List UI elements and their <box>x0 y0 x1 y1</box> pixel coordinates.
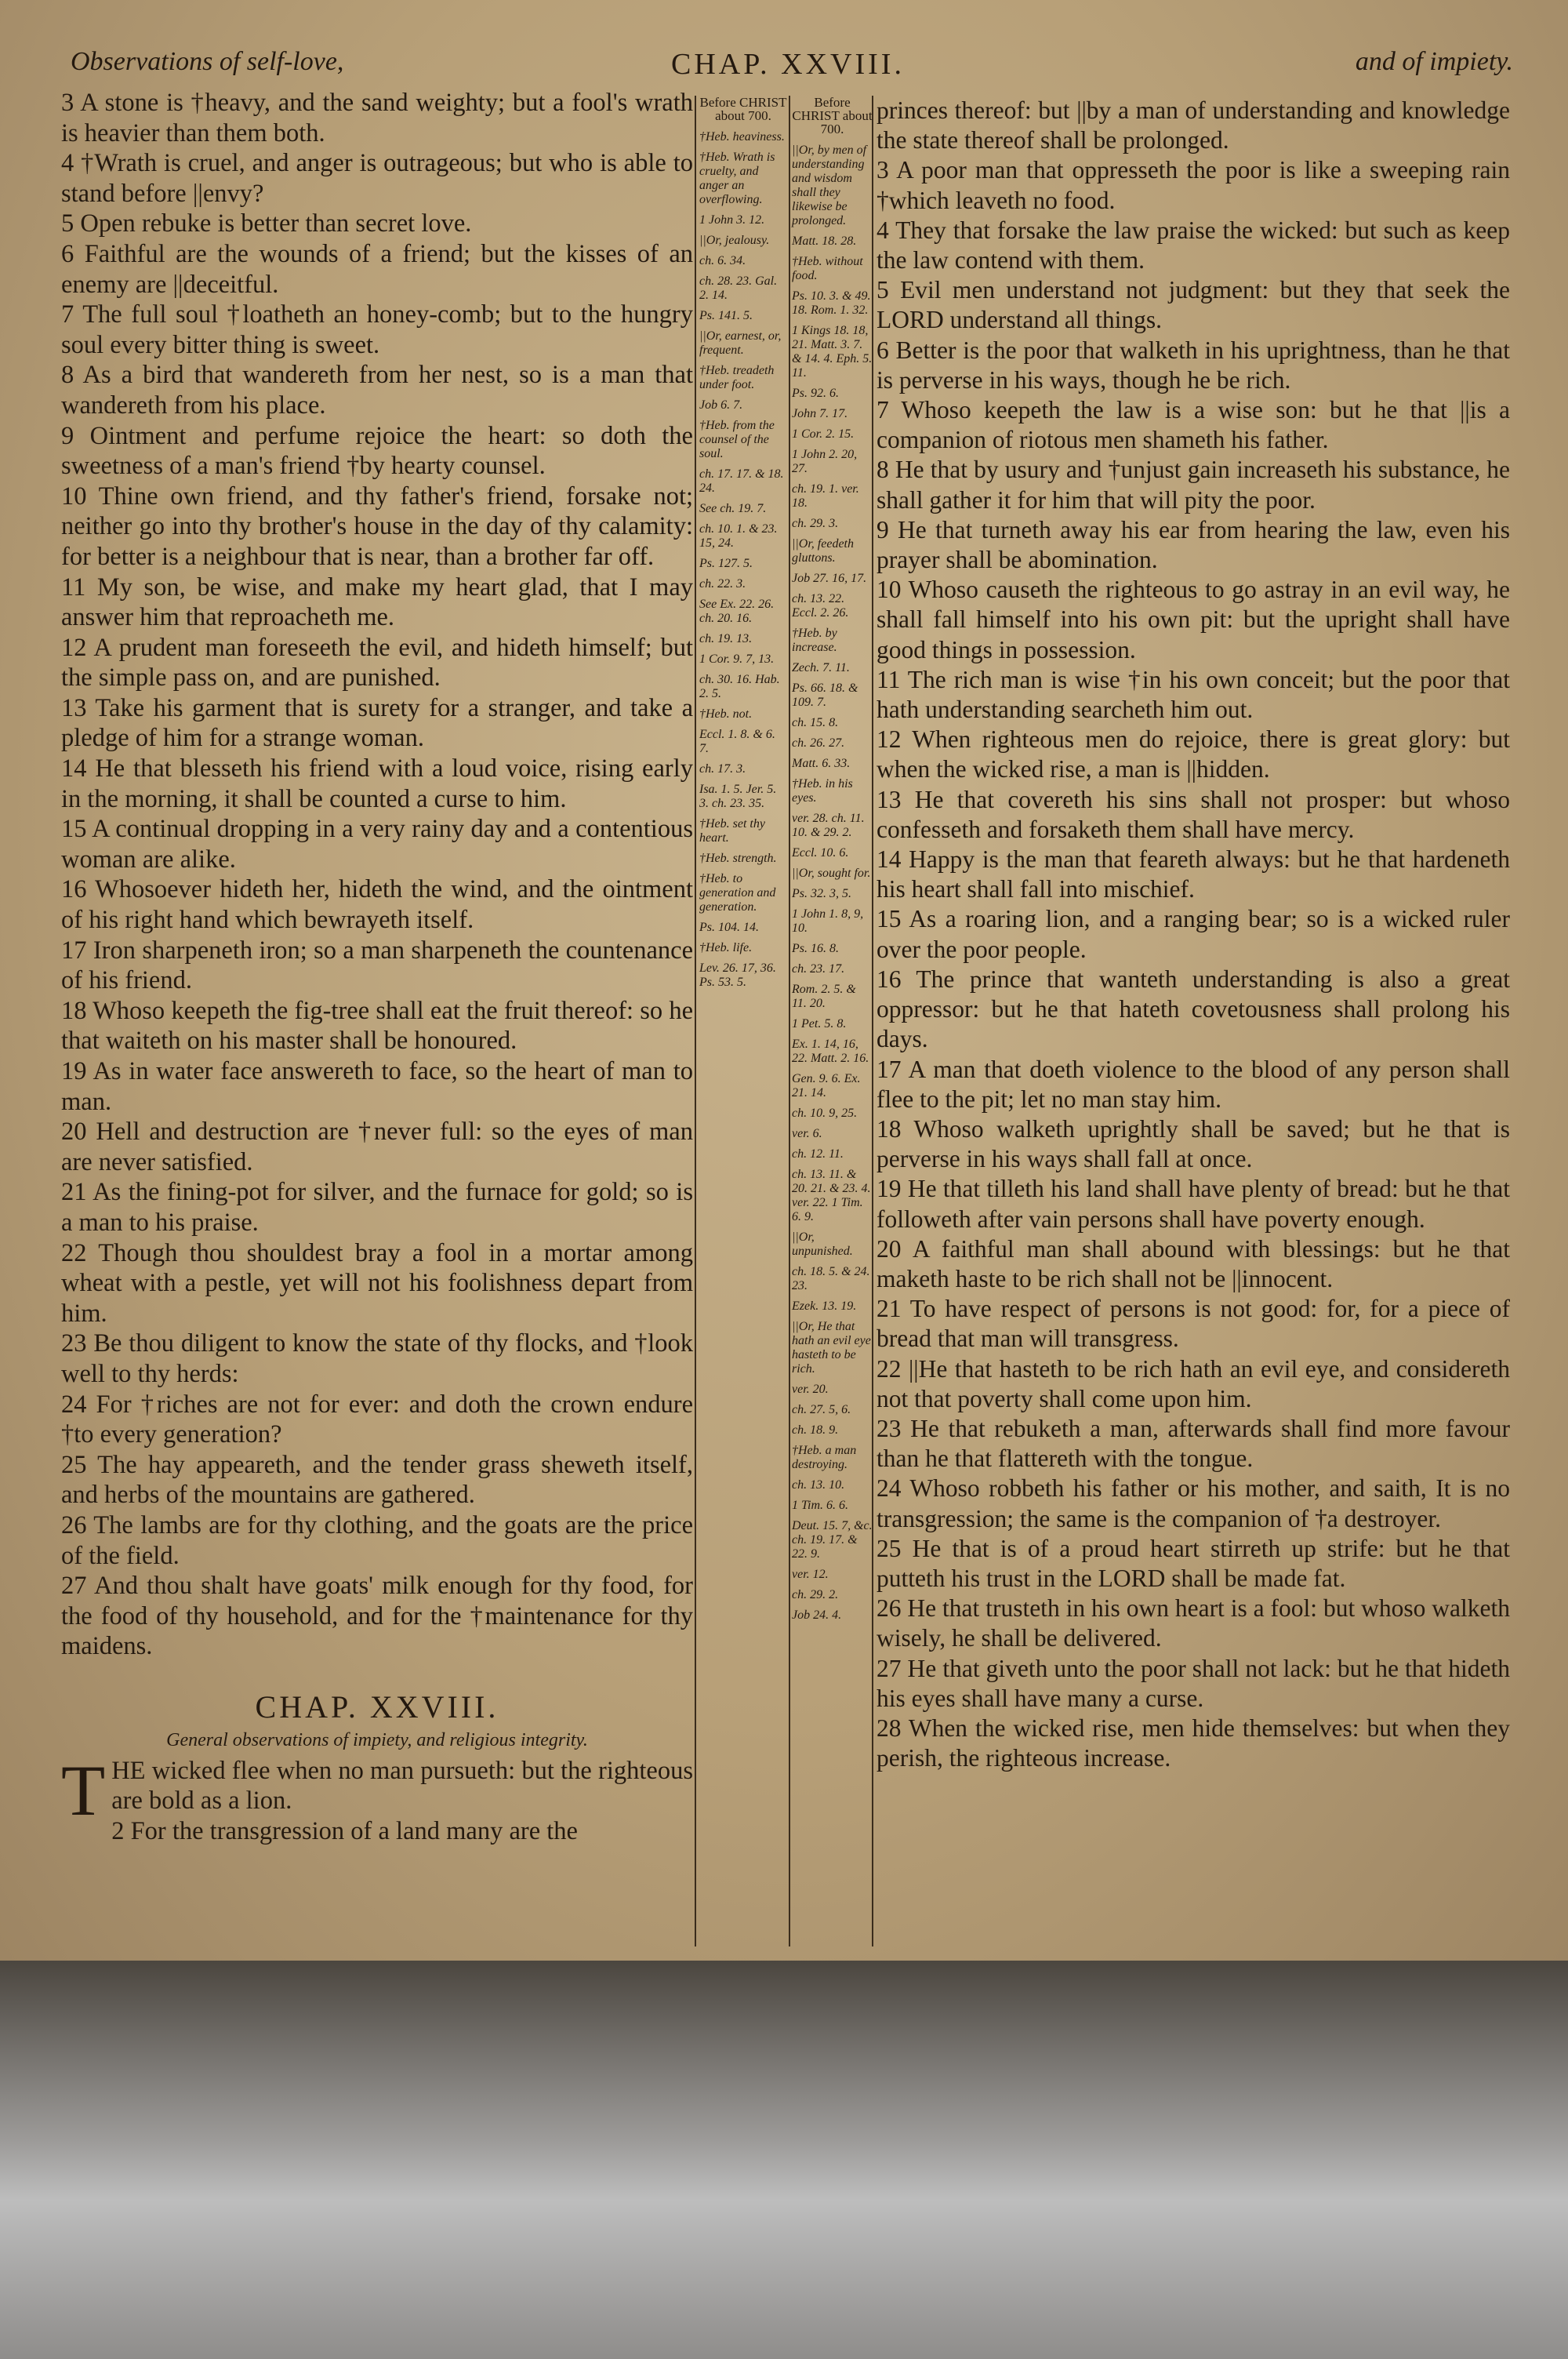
margin-note: †Heb. a man destroying. <box>792 1444 857 1471</box>
margin-note: †Heb. by increase. <box>792 627 837 654</box>
verse: 8 He that by usury and †unjust gain increaseth his substance, he shall gather it for him that will pity the poor. <box>877 456 1510 514</box>
margin-note: ch. 13. 22. Eccl. 2. 26. <box>792 592 849 620</box>
verse: 24 For †riches are not for ever: and doth the crown endure †to every generation? <box>61 1390 693 1449</box>
verse: 12 When righteous men do rejoice, there is great glory: but when the wicked rise, a man is ||hidden. <box>877 725 1510 783</box>
verse: 7 Whoso keepeth the law is a wise son: but he that ||is a companion of riotous men shameth his father. <box>877 396 1510 454</box>
margin-note: †Heb. set thy heart. <box>699 817 765 845</box>
verse: 11 My son, be wise, and make my heart glad, that I may answer him that reproacheth me. <box>61 572 693 632</box>
margin-note: 1 Cor. 2. 15. <box>792 427 855 441</box>
verse: 9 Ointment and perfume rejoice the heart: so doth the sweetness of a man's friend †by hearty counsel. <box>61 421 693 481</box>
verse: 21 To have respect of persons is not good: for, for a piece of bread that man will transgress. <box>877 1295 1510 1353</box>
margin-note: Ex. 1. 14, 16, 22. Matt. 2. 16. <box>792 1038 869 1065</box>
margin-note: Matt. 6. 33. <box>792 757 851 770</box>
margin-note: Ps. 141. 5. <box>699 309 753 322</box>
margin-note: ch. 10. 9, 25. <box>792 1107 858 1120</box>
margin-note: Ps. 10. 3. & 49. 18. Rom. 1. 32. <box>792 289 871 317</box>
column-rule <box>695 96 696 1946</box>
margin-note: †Heb. from the counsel of the soul. <box>699 419 775 460</box>
margin-note: ch. 22. 3. <box>699 577 746 591</box>
margin-note: ver. 6. <box>792 1127 822 1140</box>
verse: 3 A stone is †heavy, and the sand weighty; but a fool's wrath is heavier than them both. <box>61 89 693 147</box>
margin-note: Ps. 127. 5. <box>699 557 753 570</box>
margin-note: 1 Cor. 9. 7, 13. <box>699 652 775 666</box>
margin-note: Rom. 2. 5. & 11. 20. <box>792 983 856 1010</box>
margin-note: †Heb. in his eyes. <box>792 777 853 805</box>
margin-note: Deut. 15. 7, &c. ch. 19. 17. & 22. 9. <box>792 1519 873 1561</box>
margin-note: ch. 27. 5, 6. <box>792 1403 851 1416</box>
margin-note: ch. 18. 5. & 24. 23. <box>792 1265 870 1292</box>
margin-note: ch. 6. 34. <box>699 254 746 267</box>
verse: 16 Whosoever hideth her, hideth the wind, and the ointment of his right hand which bewrayeth itself. <box>61 875 693 935</box>
verse: 20 A faithful man shall abound with blessings: but he that maketh haste to be rich shall not be ||innocent. <box>877 1234 1510 1292</box>
verse: 8 As a bird that wandereth from her nest, so is a man that wandereth from his place. <box>61 361 693 420</box>
verse: 18 Whoso keepeth the fig-tree shall eat the fruit thereof: so he that waiteth on his master shall be honoured. <box>61 996 693 1056</box>
verse: 23 Be thou diligent to know the state of thy flocks, and †look well to thy herds: <box>61 1329 693 1388</box>
margin-note: Gen. 9. 6. Ex. 21. 14. <box>792 1072 861 1100</box>
margin-note: ch. 19. 13. <box>699 632 753 645</box>
margin-note: ||Or, earnest, or, frequent. <box>699 329 782 357</box>
margin-note: ch. 30. 16. Hab. 2. 5. <box>699 673 780 700</box>
margin-note: Ps. 92. 6. <box>792 387 839 400</box>
margin-note: ch. 17. 3. <box>699 762 746 776</box>
margin-note: 1 John 1. 8, 9, 10. <box>792 907 864 935</box>
margin-note: Ezek. 13. 19. <box>792 1299 857 1313</box>
margin-note: Matt. 18. 28. <box>792 234 857 248</box>
margin-note: ch. 15. 8. <box>792 716 839 729</box>
margin-note: Ps. 104. 14. <box>699 921 759 934</box>
verse: 24 Whoso robbeth his father or his mother, and saith, It is no transgression; the same is the companion of †a destroyer. <box>877 1474 1510 1532</box>
margin-note: 1 Tim. 6. 6. <box>792 1499 849 1512</box>
verse: 27 He that giveth unto the poor shall not lack: but he that hideth his eyes shall have many a curse. <box>877 1654 1510 1712</box>
margin-note: ch. 18. 9. <box>792 1423 839 1437</box>
background-below-page <box>0 1961 1568 2359</box>
verse: 17 A man that doeth violence to the blood of any person shall flee to the pit; let no man stay him. <box>877 1055 1510 1113</box>
margin-note: †Heb. Wrath is cruelty, and anger an overflowing. <box>699 151 775 206</box>
chapter-summary: General observations of impiety, and religious integrity. <box>166 1729 588 1750</box>
margin-note: ||Or, jealousy. <box>699 234 770 247</box>
verse: 5 Evil men understand not judgment: but they that seek the LORD understand all things. <box>877 276 1510 334</box>
verse: 25 The hay appeareth, and the tender grass sheweth itself, and herbs of the mountains are gathered. <box>61 1450 693 1510</box>
margin-note: Job 24. 4. <box>792 1608 842 1622</box>
margin-note: Zech. 7. 11. <box>792 661 850 674</box>
verse: 10 Thine own friend, and thy father's friend, forsake not; neither go into thy brother's house in the day of thy calamity: for better is a neighbour that is near, than a brother far off. <box>61 482 693 571</box>
verse: 6 Better is the poor that walketh in his uprightness, than he that is perverse in his ways, though he be rich. <box>877 336 1510 394</box>
running-head-left: Observations of self-love, <box>71 47 344 76</box>
verse: 28 When the wicked rise, men hide themselves: but when they perish, the righteous increase. <box>877 1714 1510 1772</box>
verse: 22 ||He that hasteth to be rich hath an evil eye, and considereth not that poverty shall come upon him. <box>877 1354 1510 1412</box>
margin-note: ch. 17. 17. & 18. 24. <box>699 467 784 495</box>
verse: 15 As a roaring lion, and a ranging bear; so is a wicked ruler over the poor people. <box>877 905 1510 963</box>
margin-note: ch. 13. 11. & 20. 21. & 23. 4. ver. 22. 1 Tim. 6. 9. <box>792 1168 871 1223</box>
chapter-verse-1 <box>61 1750 693 1830</box>
verse: 5 Open rebuke is better than secret love. <box>61 209 472 238</box>
chapter-title: CHAP. XXVIII. <box>255 1688 499 1725</box>
margin-note: ||Or, He that hath an evil eye hasteth to be rich. <box>792 1320 871 1376</box>
verse: 13 Take his garment that is surety for a stranger, and take a pledge of him for a strange woman. <box>61 693 693 753</box>
verse: 14 He that blesseth his friend with a loud voice, rising early in the morning, it shall be counted a curse to him. <box>61 754 693 813</box>
margin-note: †Heb. heaviness. <box>699 130 785 144</box>
verse: princes thereof: but ||by a man of understanding and knowledge the state thereof shall be prolonged. <box>877 96 1510 154</box>
verse: 22 Though thou shouldest bray a fool in a mortar among wheat with a pestle, yet will not his foolishness depart from him. <box>61 1238 693 1328</box>
verse: 19 He that tilleth his land shall have plenty of bread: but he that followeth after vain persons shall have poverty enough. <box>877 1175 1510 1233</box>
margin-note: Isa. 1. 5. Jer. 5. 3. ch. 23. 35. <box>699 783 777 810</box>
verse: 16 The prince that wanteth understanding is also a great oppressor: but he that hateth covetousness shall prolong his days. <box>877 965 1510 1053</box>
verse: 14 Happy is the man that feareth always: but he that hardeneth his heart shall fall into mischief. <box>877 845 1510 903</box>
margin-note: ch. 28. 23. Gal. 2. 14. <box>699 274 778 302</box>
margin-note: †Heb. without food. <box>792 255 863 282</box>
margin-note: ch. 29. 2. <box>792 1588 839 1601</box>
margin-header: Before CHRIST about 700. <box>699 95 787 123</box>
verse: 26 He that trusteth in his own heart is a fool: but whoso walketh wisely, he shall be delivered. <box>877 1594 1510 1652</box>
verse: 6 Faithful are the wounds of a friend; but the kisses of an enemy are ||deceitful. <box>61 239 693 299</box>
margin-note: ||Or, feedeth gluttons. <box>792 537 854 565</box>
right-text-column <box>877 96 1510 1773</box>
margin-note: ch. 29. 3. <box>792 517 839 530</box>
margin-note: †Heb. treadeth under foot. <box>699 364 775 391</box>
verse: 23 He that rebuketh a man, afterwards shall find more favour than he that flattereth with the tongue. <box>877 1414 1510 1473</box>
margin-note: †Heb. life. <box>699 941 753 954</box>
verse: 4 †Wrath is cruel, and anger is outrageous; but who is able to stand before ||envy? <box>61 149 693 208</box>
verse: 3 A poor man that oppresseth the poor is like a sweeping rain †which leaveth no food. <box>877 156 1510 214</box>
margin-notes-right <box>792 96 873 1629</box>
verse: 25 He that is of a proud heart stirreth up strife: but he that putteth his trust in the LORD shall be made fat. <box>877 1534 1510 1592</box>
verse: 11 The rich man is wise †in his own conceit; but the poor that hath understanding searcheth him out. <box>877 665 1510 724</box>
running-head <box>63 47 1513 86</box>
margin-note: Ps. 32. 3, 5. <box>792 887 851 900</box>
verse: 10 Whoso causeth the righteous to go astray in an evil way, he shall fall himself into his own pit: but the upright shall have good things in possession. <box>877 576 1510 663</box>
margin-note: ver. 20. <box>792 1383 829 1396</box>
left-text-column <box>61 88 693 1847</box>
verse: 27 And thou shalt have goats' milk enough for thy food, for the food of thy household, and for the †maintenance for thy maidens. <box>61 1572 693 1661</box>
margin-note: ch. 26. 27. <box>792 736 845 750</box>
margin-note: †Heb. to generation and generation. <box>699 872 776 914</box>
verse: 13 He that covereth his sins shall not prosper: but whoso confesseth and forsaketh them shall have mercy. <box>877 785 1510 843</box>
verse: 4 They that forsake the law praise the wicked: but such as keep the law contend with them. <box>877 216 1510 274</box>
column-rule <box>789 96 790 1946</box>
margin-note: ch. 19. 1. ver. 18. <box>792 482 859 510</box>
margin-note: Ps. 16. 8. <box>792 942 839 955</box>
verse-1-text: HE wicked flee when no man pursueth: but the righteous are bold as a lion. <box>111 1756 693 1816</box>
verse: 17 Iron sharpeneth iron; so a man sharpeneth the countenance of his friend. <box>61 936 693 995</box>
margin-note: 1 Pet. 5. 8. <box>792 1017 847 1030</box>
drop-cap: T <box>61 1750 106 1830</box>
verse: 18 Whoso walketh uprightly shall be saved; but he that is perverse in his ways shall fall at once. <box>877 1114 1510 1173</box>
margin-note: See Ex. 22. 26. ch. 20. 16. <box>699 598 775 625</box>
verse: 20 Hell and destruction are †never full: so the eyes of man are never satisfied. <box>61 1118 693 1176</box>
margin-note: Lev. 26. 17, 36. Ps. 53. 5. <box>699 961 776 989</box>
margin-note: 1 John 3. 12. <box>699 213 765 227</box>
margin-note: Eccl. 1. 8. & 6. 7. <box>699 728 775 755</box>
margin-header: Before CHRIST about 700. <box>792 95 873 136</box>
margin-note: ver. 12. <box>792 1568 829 1581</box>
margin-note: ch. 13. 10. <box>792 1478 845 1492</box>
margin-note: ||Or, sought for. <box>792 867 871 880</box>
margin-note: Eccl. 10. 6. <box>792 846 849 860</box>
verse: 19 As in water face answereth to face, so the heart of man to man. <box>61 1057 693 1116</box>
margin-note: ||Or, by men of understanding and wisdom shall they likewise be prolonged. <box>792 144 867 227</box>
margin-note: ch. 23. 17. <box>792 962 845 976</box>
margin-note: Ps. 66. 18. & 109. 7. <box>792 682 858 709</box>
margin-note: ch. 12. 11. <box>792 1147 844 1161</box>
margin-note: ver. 28. ch. 11. 10. & 29. 2. <box>792 812 865 839</box>
margin-note: †Heb. not. <box>699 707 753 721</box>
verse: 21 As the fining-pot for silver, and the furnace for gold; so is a man to his praise. <box>61 1178 693 1237</box>
chapter-verse-2: 2 For the transgression of a land many are the <box>111 1817 578 1846</box>
verse: 15 A continual dropping in a very rainy day and a contentious woman are alike. <box>61 815 693 874</box>
margin-note: 1 John 2. 20, 27. <box>792 448 858 475</box>
verse: 26 The lambs are for thy clothing, and the goats are the price of the field. <box>61 1510 693 1570</box>
margin-note: Job 27. 16, 17. <box>792 572 867 585</box>
margin-note: Job 6. 7. <box>699 398 743 412</box>
margin-note: ch. 10. 1. & 23. 15, 24. <box>699 522 778 550</box>
verse: 9 He that turneth away his ear from hearing the law, even his prayer shall be abomination. <box>877 515 1510 574</box>
margin-notes-left <box>699 96 787 996</box>
margin-note: See ch. 19. 7. <box>699 502 767 515</box>
margin-note: †Heb. strength. <box>699 852 777 865</box>
margin-note: 1 Kings 18. 18, 21. Matt. 3. 7. & 14. 4. Eph. 5. 11. <box>792 324 873 380</box>
margin-note: ||Or, unpunished. <box>792 1230 853 1258</box>
verse: 7 The full soul †loatheth an honey-comb; but to the hungry soul every bitter thing is sweet. <box>61 300 693 359</box>
verse: 12 A prudent man foreseeth the evil, and hideth himself; but the simple pass on, and are punished. <box>61 633 693 692</box>
running-head-right: and of impiety. <box>1355 47 1513 76</box>
margin-note: John 7. 17. <box>792 407 848 420</box>
running-head-chapter: CHAP. XXVIII. <box>671 48 905 81</box>
